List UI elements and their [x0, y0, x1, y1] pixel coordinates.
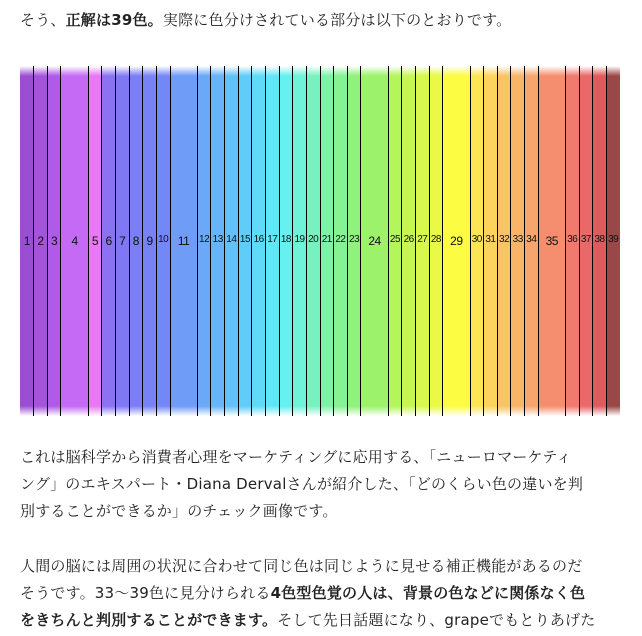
band-number-13: 13 — [212, 234, 223, 245]
band-number-4: 4 — [71, 234, 78, 248]
band-number-23: 23 — [349, 234, 360, 245]
band-number-9: 9 — [146, 234, 153, 248]
band-number-36: 36 — [567, 234, 578, 245]
band-number-15: 15 — [239, 234, 251, 245]
band-number-29: 29 — [450, 234, 463, 248]
band-number-12: 12 — [199, 234, 210, 245]
intro-text-c: 実際に色分けされている部分は以下のとおりです。 — [162, 11, 512, 29]
description-paragraph — [20, 444, 632, 525]
band-number-28: 28 — [430, 234, 441, 245]
band-number-1: 1 — [23, 234, 30, 248]
band-number-31: 31 — [485, 234, 496, 245]
band-number-18: 18 — [280, 234, 291, 245]
band-number-35: 35 — [545, 234, 558, 248]
band-number-26: 26 — [403, 234, 414, 245]
band-number-25: 25 — [389, 234, 401, 245]
explanation-line-3a-bold: をきちんと判別することができます。 — [20, 611, 278, 629]
band-number-17: 17 — [267, 234, 278, 245]
description-line-3: 別することができるか」のチェック画像です。 — [20, 502, 338, 520]
band-number-32: 32 — [499, 234, 510, 245]
explanation-line-2b-bold: 4色型色覚の人は、背景の色などに関係なく色 — [270, 584, 586, 602]
band-number-11: 11 — [177, 234, 190, 248]
band-number-34: 34 — [526, 234, 537, 245]
band-number-21: 21 — [321, 234, 332, 245]
description-line-1: これは脳科学から消費者心理をマーケティングに応用する、「ニューロマーケティ — [20, 448, 572, 466]
band-number-7: 7 — [119, 234, 126, 248]
description-line-2: ング」のエキスパート・Diana Dervalさんが紹介した、「どのくらい色の違いを判 — [20, 475, 584, 493]
band-number-33: 33 — [512, 234, 523, 245]
explanation-line-2a: そうです。33〜39色に見分けられる — [20, 584, 271, 602]
band-number-3: 3 — [50, 234, 58, 248]
band-number-2: 2 — [37, 234, 44, 248]
intro-text-a: そう、 — [20, 11, 66, 29]
band-number-22: 22 — [335, 234, 346, 245]
band-number-8: 8 — [132, 234, 139, 248]
intro-answer-bold: 正解は39色。 — [65, 11, 163, 29]
band-number-37: 37 — [580, 234, 591, 245]
band-number-24: 24 — [368, 234, 381, 248]
explanation-paragraph — [20, 553, 632, 634]
color-spectrum-image — [20, 66, 620, 416]
band-number-20: 20 — [308, 234, 319, 245]
explanation-line-3b: そして先日話題になり、grapeでもとりあげた — [277, 611, 596, 629]
band-number-10: 10 — [158, 234, 169, 245]
band-number-14: 14 — [226, 234, 237, 245]
band-number-5: 5 — [91, 234, 99, 248]
band-number-27: 27 — [417, 234, 428, 245]
band-number-6: 6 — [105, 234, 112, 248]
band-number-19: 19 — [294, 234, 305, 245]
band-number-16: 16 — [253, 234, 264, 245]
explanation-line-1: 人間の脳には周囲の状況に合わせて同じ色は同じように見せる補正機能があるのだ — [20, 557, 583, 575]
band-number-38: 38 — [594, 234, 605, 245]
intro-paragraph — [20, 7, 632, 34]
band-number-39: 39 — [608, 234, 619, 245]
band-number-30: 30 — [471, 234, 482, 245]
